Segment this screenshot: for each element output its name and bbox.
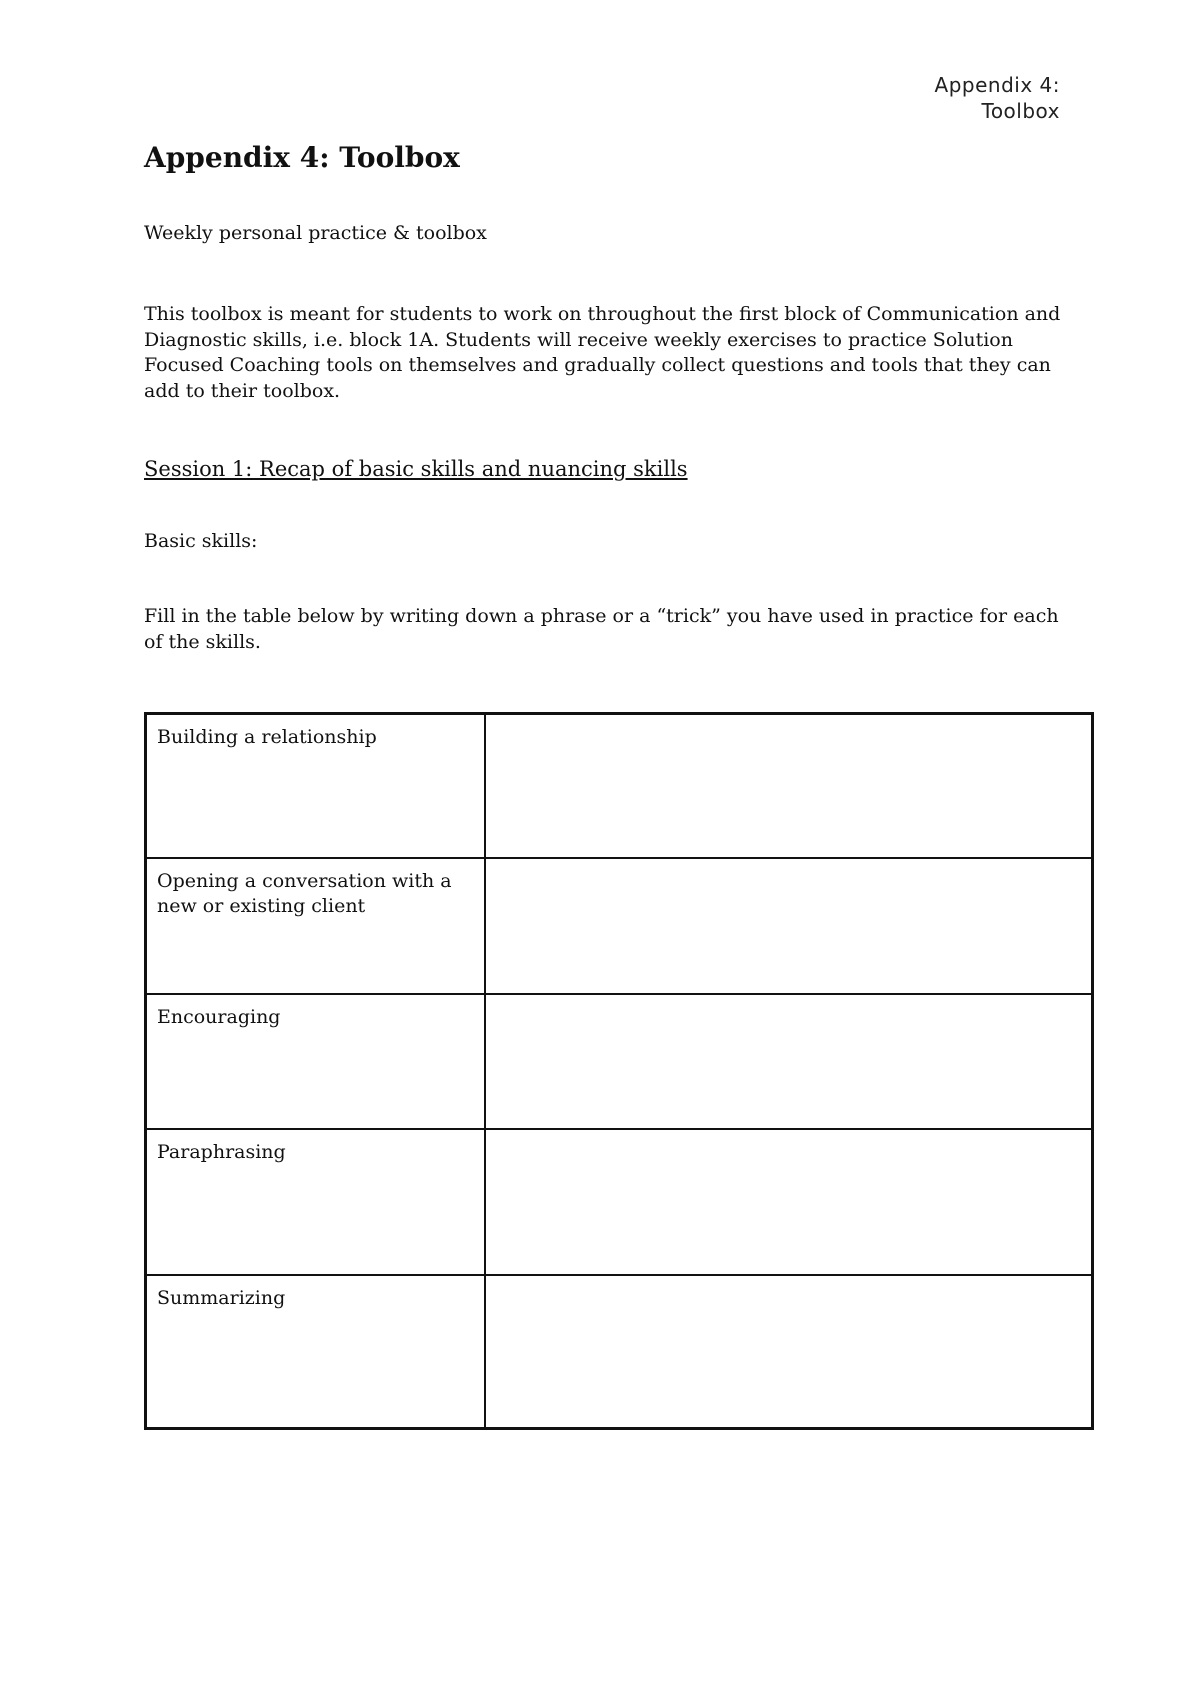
instruction-paragraph: Fill in the table below by writing down a phrase or a “trick” you have used in practice for each of the skills. [144,605,1059,653]
skill-cell: Encouraging [146,994,486,1129]
table-row [146,714,1093,859]
session-heading: Session 1: Recap of basic skills and nuancing skills [144,457,688,481]
skill-cell: Opening a conversation with a new or existing client [146,858,486,994]
skill-cell: Paraphrasing [146,1129,486,1275]
page-title: Appendix 4: Toolbox [144,141,460,174]
answer-cell[interactable] [485,714,1093,859]
running-header-line-1: Appendix 4: [934,73,1060,97]
answer-cell[interactable] [485,994,1093,1129]
document-body [144,138,1064,655]
skill-cell: Building a relationship [146,714,486,859]
running-header-line-2: Toolbox [981,99,1060,123]
basic-skills-label: Basic skills: [144,530,258,552]
skills-table [144,712,1094,1430]
table-row [146,1129,1093,1275]
table-row [146,994,1093,1129]
skill-cell: Summarizing [146,1275,486,1429]
table-row [146,1275,1093,1429]
answer-cell[interactable] [485,1129,1093,1275]
intro-paragraph: This toolbox is meant for students to work on throughout the first block of Communication and Diagnostic skills, i.e. block 1A. Students will receive weekly exercises to practice Solution Focused Coaching tools on themselves and gradually collect questions and tools that they can add to their toolbox. [144,303,1061,402]
answer-cell[interactable] [485,858,1093,994]
answer-cell[interactable] [485,1275,1093,1429]
table-row [146,858,1093,994]
running-header [935,72,1060,124]
subtitle: Weekly personal practice & toolbox [144,222,487,244]
